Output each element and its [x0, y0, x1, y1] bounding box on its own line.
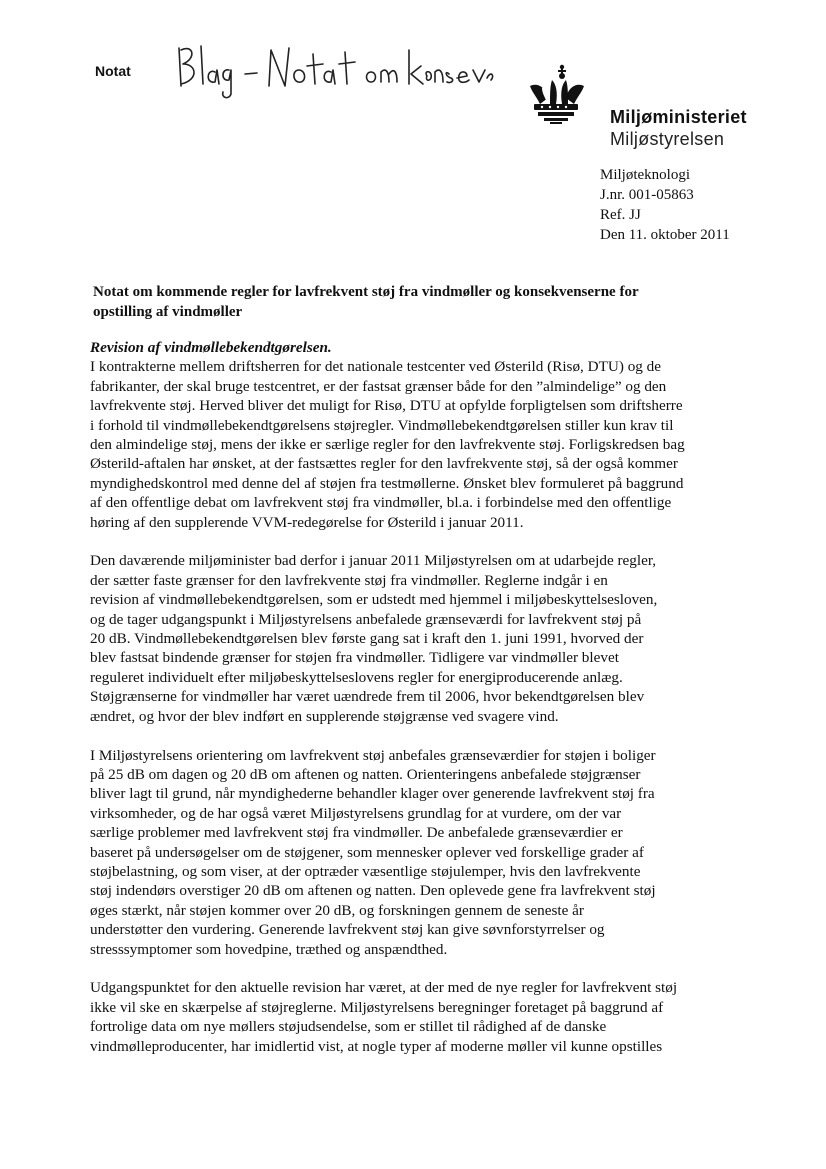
- paragraph-line: ændret, og hvor der blev indført en supplerende støjgrænse ved svagere vind.: [90, 707, 559, 725]
- paragraph-line: fabrikanter, der skal bruge testcentret, er der fastsat grænser både for den ”almindelige” og den: [90, 377, 667, 395]
- paragraph-line: understøtter den vurdering. Generende lavfrekvent støj kan give søvnforstyrrelser og: [90, 921, 605, 939]
- body-paragraph: [90, 978, 730, 1056]
- paragraph-line: på 25 dB om dagen og 20 dB om aftenen og natten. Orienteringens anbefalede støjgrænser: [90, 765, 641, 783]
- paragraph-line: ikke vil ske en skærpelse af støjreglerne. Miljøstyrelsens beregninger foretaget på baggrund af: [90, 998, 664, 1016]
- paragraph-list: [90, 357, 730, 1056]
- paragraph-line: virksomheder, og de har også været Miljøstyrelsens grundlag for at vurdere, om der var: [90, 804, 622, 822]
- document-date: Den 11. oktober 2011: [600, 227, 730, 243]
- body-paragraph: [90, 551, 730, 726]
- document-body: [90, 338, 730, 1075]
- paragraph-line: fortrolige data om nye møllers støjudsendelse, som er stillet til rådighed af de danske: [90, 1018, 607, 1036]
- paragraph-line: myndighedskontrol med denne del af støjen fra testmøllerne. Ønsket blev formuleret på baggrund: [90, 474, 684, 492]
- paragraph-line: der sætter faste grænser for den lavfrekvente støj fra vindmøller. Reglerne indgår i en: [90, 571, 608, 589]
- crown-logo-icon: [520, 64, 590, 128]
- paragraph-line: støjbelastning, og som viser, at der optræder væsentlige støjulemper, hvis den lavfrekvente: [90, 862, 641, 880]
- document-title: [93, 282, 713, 322]
- paragraph-line: og de tager udgangspunkt i Miljøstyrelsens anbefalede grænseværdi for lavfrekvent støj på: [90, 610, 642, 628]
- paragraph-line: øges stærkt, når støjen kommer over 20 dB, og forskningen gennem de seneste år: [90, 901, 584, 919]
- paragraph-line: blev fastsat bindende grænser for støjen fra vindmøller. Tidligere var vindmøller blevet: [90, 649, 619, 667]
- paragraph-line: den almindelige støj, mens der ikke er særlige regler for den lavfrekvente støj. Forligskredsen bag: [90, 436, 685, 454]
- paragraph-line: I kontrakterne mellem driftsherren for det nationale testcenter ved Østerild (Risø, DTU) og de: [90, 358, 662, 376]
- paragraph-line: i forhold til vindmøllebekendtgørelsens støjregler. Vindmøllebekendtgørelsen stiller kun krav til: [90, 416, 674, 434]
- paragraph-line: vindmølleproducenter, har imidlertid vist, at nogle typer af moderne møller vil kunne opstilles: [90, 1037, 663, 1055]
- handwritten-annotation: [175, 40, 495, 100]
- paragraph-line: lavfrekvente støj. Herved bliver det muligt for Risø, DTU at opfylde forpligtelsen som driftsherre: [90, 397, 683, 415]
- paragraph-line: Østerild-aftalen har ønsket, at der fastsættes regler for den lavfrekvente støj, så der også kommer: [90, 455, 678, 473]
- body-paragraph: [90, 746, 730, 959]
- paragraph-line: stresssymptomer som hovedpine, træthed og anspændthed.: [90, 940, 448, 958]
- paragraph-line: Støjgrænserne for vindmøller har været uændrede frem til 2006, hvor bekendtgørelsen blev: [90, 688, 645, 706]
- section-heading: Revision af vindmøllebekendtgørelsen.: [90, 339, 332, 356]
- paragraph-line: reguleret individuelt efter miljøbeskyttelseslovens regler for energiproducerende anlæg.: [90, 668, 623, 686]
- paragraph-line: af den offentlige debat om lavfrekvent støj fra vindmøller, bl.a. i forbindelse med den offentlige: [90, 494, 672, 512]
- paragraph-line: støj indendørs overstiger 20 dB om aftenen og natten. Den oplevede gene fra lavfrekvent støj: [90, 882, 656, 900]
- ministry-block: [610, 106, 747, 150]
- paragraph-line: Udgangspunktet for den aktuelle revision har været, at der med de nye regler for lavfrekvent støj: [90, 979, 678, 997]
- title-line: opstilling af vindmøller: [93, 304, 243, 320]
- journal-number: J.nr. 001-05863: [600, 187, 694, 203]
- title-line: Notat om kommende regler for lavfrekvent støj fra vindmøller og konsekvenserne for: [93, 284, 639, 300]
- document-meta: [600, 165, 730, 245]
- paragraph-line: I Miljøstyrelsens orientering om lavfrekvent støj anbefales grænseværdier for støjen i boliger: [90, 746, 656, 764]
- paragraph-line: høring af den supplerende VVM-redegørelse for Østerild i januar 2011.: [90, 513, 524, 531]
- ministry-name: Miljøministeriet: [610, 107, 747, 127]
- paragraph-line: 20 dB. Vindmøllebekendtgørelsen blev første gang sat i kraft den 1. juni 1991, hvorved der: [90, 630, 644, 648]
- agency-name: Miljøstyrelsen: [610, 129, 725, 149]
- department-label: Miljøteknologi: [600, 167, 690, 183]
- notat-label: Notat: [95, 63, 131, 79]
- paragraph-line: særlige problemer med lavfrekvent støj fra vindmøller. De anbefalede grænseværdier er: [90, 824, 623, 842]
- body-paragraph: [90, 357, 730, 532]
- paragraph-line: Den daværende miljøminister bad derfor i januar 2011 Miljøstyrelsen om at udarbejde regler,: [90, 552, 657, 570]
- paragraph-line: revision af vindmøllebekendtgørelsen, som er udstedt med hjemmel i miljøbeskyttelsesloven,: [90, 591, 658, 609]
- paragraph-line: bliver lagt til grund, når myndighederne behandler klager over generende lavfrekvent støj fra: [90, 785, 655, 803]
- paragraph-line: baseret på undersøgelser om de støjgener, som mennesker oplever ved forskellige grader af: [90, 843, 644, 861]
- reference: Ref. JJ: [600, 207, 641, 223]
